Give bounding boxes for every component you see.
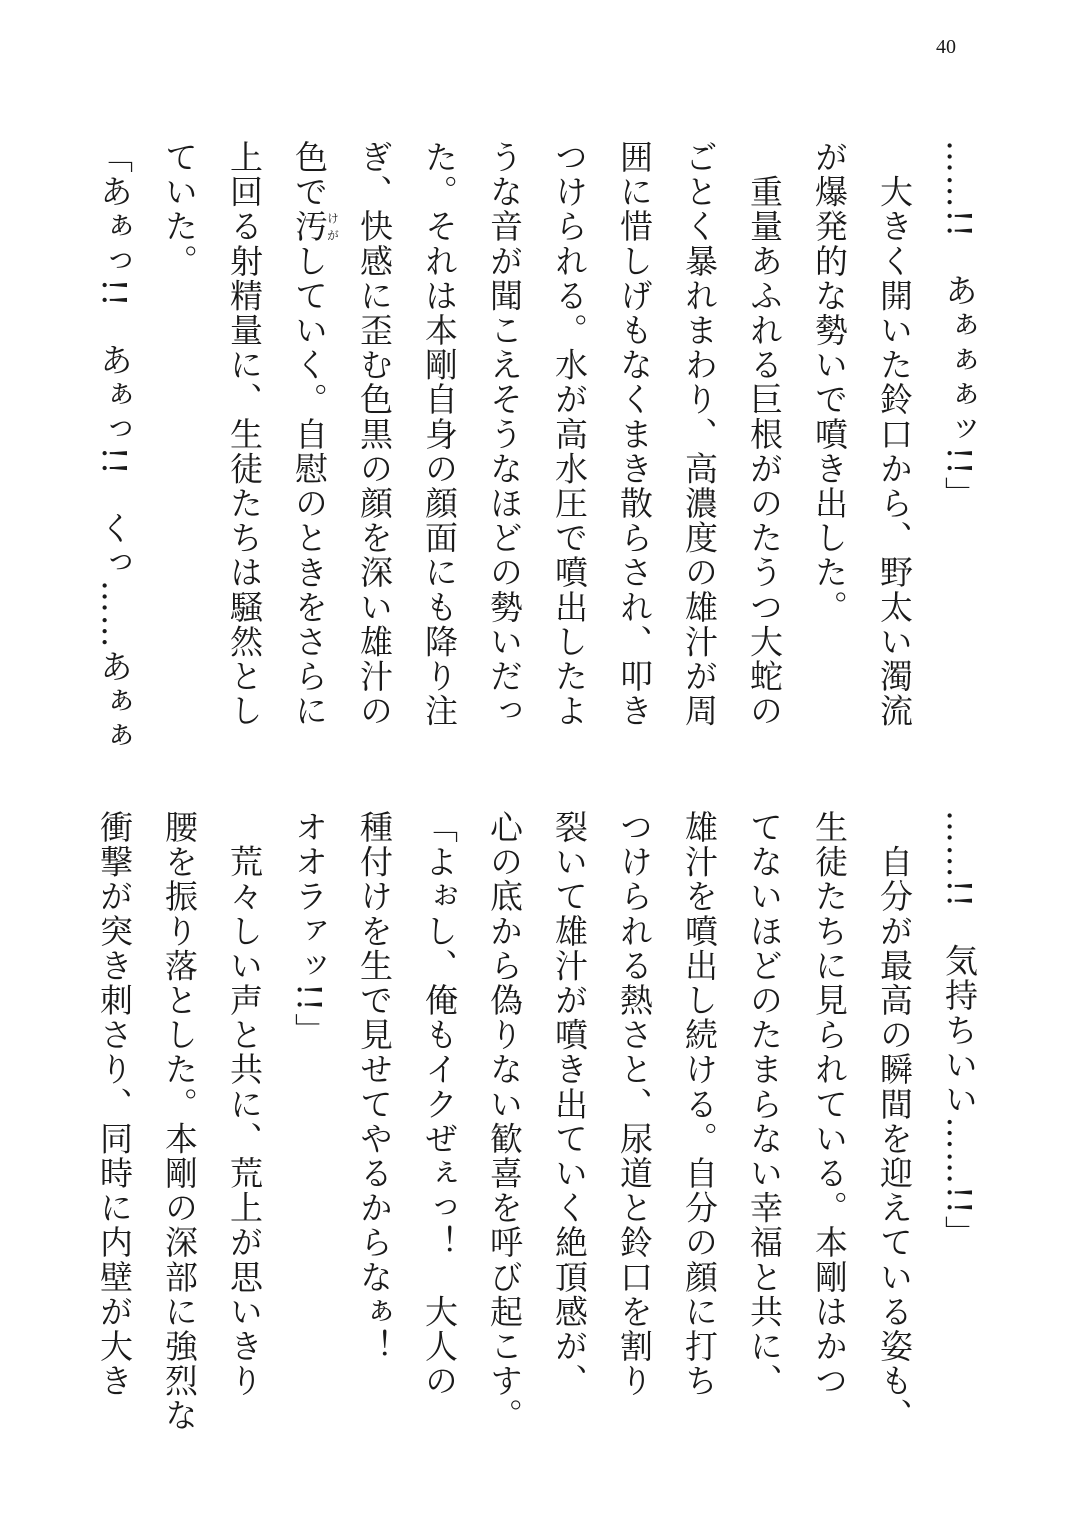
page-number: 40 — [936, 36, 956, 58]
text-column: 雄汁を噴出し続ける。自分の顔に打ち — [680, 810, 719, 1399]
text-segment: 色で — [290, 140, 329, 210]
text-column: 自分が最高の瞬間を迎えている姿も、 — [875, 810, 914, 1433]
text-column: ぎ、快感に歪む色黒の顔を深い雄汁の — [355, 140, 394, 729]
text-column: 「あぁっ!! あぁっ!! くっ……あぁぁ — [95, 140, 134, 754]
text-column: 種付けを生で見せてやるからなぁ！ — [355, 810, 394, 1364]
text-segment: していく。自慰のときをさらに — [290, 243, 329, 729]
text-column: ごとく暴れまわり、高濃度の雄汁が周 — [680, 140, 719, 729]
text-block-top — [82, 140, 992, 760]
text-column: 腰を振り落とした。本剛の深部に強烈な — [160, 810, 199, 1433]
text-column: 心の底から偽りない歓喜を呼び起こす。 — [485, 810, 524, 1433]
text-block-bottom — [82, 810, 992, 1433]
text-column: た。それは本剛自身の顔面にも降り注 — [420, 140, 459, 729]
text-column — [277, 140, 342, 760]
text-column: てないほどのたまらない幸福と共に、 — [745, 810, 784, 1399]
ruby-annotated-word — [290, 209, 340, 244]
text-column: 生徒たちに見られている。本剛はかつ — [810, 810, 849, 1399]
text-column: 裂いて雄汁が噴き出ていく絶頂感が、 — [550, 810, 589, 1399]
text-column: オオラァッ!!」 — [290, 810, 329, 1048]
text-column: つけられる熱さと、尿道と鈴口を割り — [615, 810, 654, 1399]
text-column: 「よぉし、俺もイクぜぇっ！ 大人の — [420, 810, 459, 1399]
text-column: ……!! 気持ちいい……!!」 — [940, 810, 979, 1251]
text-column: つけられる。水が高水圧で噴出したよ — [550, 140, 589, 729]
text-column: うな音が聞こえそうなほどの勢いだっ — [485, 140, 524, 729]
text-column: 重量あふれる巨根がのたうつ大蛇の — [745, 140, 784, 729]
text-column: 大きく開いた鈴口から、野太い濁流 — [875, 140, 914, 729]
text-column: 衝撃が突き刺さり、同時に内壁が大き — [95, 810, 134, 1399]
ruby-reading: けが — [325, 209, 340, 244]
text-column: 囲に惜しげもなくまき散らされ、叩き — [615, 140, 654, 729]
text-column: 荒々しい声と共に、荒上が思いきり — [225, 810, 264, 1399]
text-column: 上回る射精量に、生徒たちは騒然とし — [225, 140, 264, 729]
text-column: ていた。 — [160, 140, 199, 279]
ruby-base: 汚 — [290, 209, 329, 244]
text-column: ……!! あぁぁぁッ!!」 — [940, 140, 979, 511]
text-column: が爆発的な勢いで噴き出した。 — [810, 140, 849, 625]
